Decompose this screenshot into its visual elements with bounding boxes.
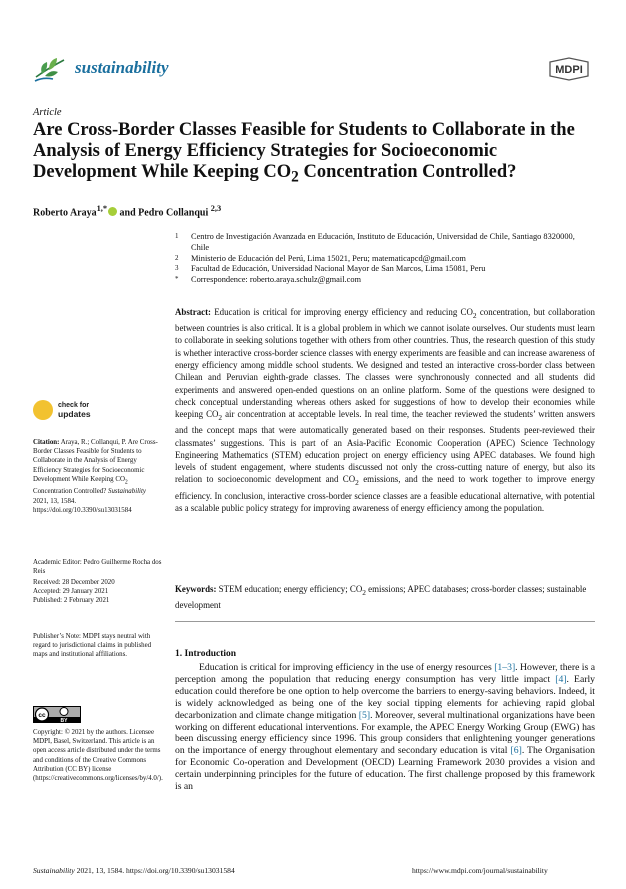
co2-subscript: 2 <box>124 479 128 486</box>
keywords <box>175 583 595 611</box>
keywords-label: Keywords: <box>175 584 217 594</box>
title-text: Are Cross-Border Classes Feasible for Students to Collaborate in the Analysis of Energy Efficiency Strategies for Socioeconomic Development While Keeping CO <box>33 120 575 182</box>
co2-subscript: 2 <box>362 587 366 597</box>
title-subscript: 2 <box>291 168 299 186</box>
co2-subscript: 2 <box>355 478 359 488</box>
affiliation-item <box>175 232 595 254</box>
citation-text: Concentration Controlled? <box>33 488 109 496</box>
cc-by-label: BY <box>60 718 68 723</box>
citation-doi[interactable]: 2021, 13, 1584. https://doi.org/10.3390/su13031584 <box>33 497 132 514</box>
check-updates-icon <box>33 400 53 420</box>
affiliation-number: * <box>175 275 179 284</box>
co2-subscript: 2 <box>218 412 223 422</box>
intro-text: . Moreover, several multinational organizations have been working on different educational interventions. For example, the APEC Energy Working Group (EWG) has been discussing energy efficiency since 1996. This group considers that enlightening younger generations on the importance of energy throughout elementary and secondary education is vital <box>175 709 595 757</box>
article-type: Article <box>33 107 62 118</box>
section-divider <box>175 621 595 622</box>
section-heading: 1. Introduction <box>175 649 237 659</box>
citation-link[interactable]: [1–3] <box>494 662 516 673</box>
abstract-label: Abstract: <box>175 307 211 317</box>
affiliation-number: 1 <box>175 232 179 240</box>
publication-dates <box>33 578 163 606</box>
author-2[interactable]: and Pedro Collanqui <box>117 207 209 219</box>
check-updates-line2: updates <box>58 409 91 419</box>
footer-journal: Sustainability <box>33 866 75 875</box>
check-updates-line1: check for <box>58 402 90 409</box>
affiliation-text: Facultad de Educación, Universidad Nacional Mayor de San Marcos, Lima 15081, Peru <box>191 264 486 274</box>
journal-name: sustainability <box>75 58 169 77</box>
citation-text: Araya, R.; Collanqui, P. Are Cross-Border Classes Feasible for Students to Collaborate in the Analysis of Energy Efficiency Strategies for Socioeconomic Development While Keeping CO <box>33 439 158 483</box>
mdpi-logo-icon <box>546 57 592 81</box>
check-updates-label <box>58 402 91 420</box>
affiliation-number: 3 <box>175 264 179 273</box>
intro-text: . However, there is a perception among the population that reducing energy consumption has very little impact <box>175 662 595 685</box>
author-2-affil: 2,3 <box>210 204 222 213</box>
publisher-name: MDPI <box>555 64 583 76</box>
copyright-notice: Copyright: © 2021 by the authors. Licensee MDPI, Basel, Switzerland. This article is an open access article distributed under the terms and conditions of the Creative Commons Attribution (CC BY) license (https://creativecommons.org/licenses/by/4.0/). <box>33 729 163 783</box>
citation-link[interactable]: [6] <box>510 745 522 757</box>
citation-label: Citation: <box>33 439 60 446</box>
correspondence-email[interactable]: Correspondence: roberto.araya.schulz@gmail.com <box>191 275 362 285</box>
keywords-text: emissions; APEC databases; cross-border classes; sustainable development <box>175 584 587 611</box>
cc-by-license-icon[interactable] <box>33 706 81 723</box>
citation-journal: Sustainability <box>108 488 146 496</box>
introduction-body <box>175 662 595 793</box>
intro-text: . Early education could therefore be one option to help overcome the barriers to energy-saving behaviors. Indeed, it is widely acknowledged as being one of the key social tipping elements for achieving rapid global decarbonization and climate change mitigation <box>175 673 595 721</box>
author-1-affil: 1,* <box>96 204 108 213</box>
footer-doi[interactable]: 2021, 13, 1584. https://doi.org/10.3390/su13031584 <box>74 866 235 875</box>
footer-citation <box>33 866 235 875</box>
affiliations <box>175 232 595 286</box>
co2-subscript: 2 <box>472 310 477 320</box>
academic-editor: Academic Editor: Pedro Guilherme Rocha dos Reis <box>33 559 162 576</box>
affiliation-item <box>175 275 595 286</box>
article-title <box>33 120 598 188</box>
orcid-icon[interactable] <box>108 207 117 216</box>
abstract-text: concentration, but collaboration between countries is also critical. It is a global problem in which we cannot isolate ourselves. Our students must learn to collaborate in seeking solutions together with others from other countries. Thus, the research question of this study is whether interactive cross-border science classes with energy experiments are feasible and can increase awareness of energy efficiency among middle school students. We designed and tested an interactive cross-border class between Chilean and Peruvian eighth-grade classes. The classes were synchronously connected and all students did experiments and answered open-ended questions on an online platform. Some of the questions were designed to check conceptual understanding whereas others asked for suggestions of how to develop their economies while keeping CO <box>175 307 595 420</box>
affiliation-item <box>175 254 595 265</box>
published-date: Published: 2 February 2021 <box>33 597 110 605</box>
abstract-text: air concentration at acceptable levels. In real time, the teacher reviewed the students’ written answers and the concept maps that were automatically generated based on their responses. Students peer-reviewed their classmates’ suggestions. This is part of an Asia-Pacific Economic Cooperation (APEC) Science Technology Engineering Mathematics (STEM) education project on energy efficiency using APEC databases. We found high levels of student engagement, where students discussed not only the cross-cutting nature of energy, but also its relation to socioeconomic development and CO <box>175 409 595 485</box>
affiliation-number: 2 <box>175 253 179 262</box>
citation-link[interactable]: [5] <box>358 709 371 721</box>
intro-paragraph <box>175 662 595 793</box>
abstract <box>175 306 595 514</box>
affiliation-item <box>175 264 595 275</box>
footer-journal-url[interactable]: https://www.mdpi.com/journal/sustainability <box>412 866 548 875</box>
publisher-note: Publisher’s Note: MDPI stays neutral with regard to jurisdictional claims in published maps and institutional affiliations. <box>33 633 152 659</box>
keywords-text: STEM education; energy efficiency; CO <box>216 584 363 594</box>
svg-text:cc: cc <box>38 712 46 719</box>
check-for-updates-badge[interactable] <box>33 398 153 424</box>
affiliation-text: Ministerio de Educación del Perú, Lima 15021, Peru; matematicapcd@gmail.com <box>191 253 466 263</box>
author-list <box>33 204 221 218</box>
intro-text: Education is critical for improving efficiency in the use of energy resources <box>199 662 495 673</box>
intro-text: . The Organisation for Economic Co-operation and Development (OECD) Learning Framework 2030 provides a vision and certain underpinning principles for the future of education. The first challenge proposed by this framework is an <box>175 745 595 793</box>
citation-block <box>33 438 163 515</box>
title-text-end: Concentration Controlled? <box>298 162 517 182</box>
accepted-date: Accepted: 29 January 2021 <box>33 588 109 596</box>
affiliation-text: Centro de Investigación Avanzada en Educación, Instituto de Educación, Universidad de Chile, Santiago 8320000, Chile <box>191 232 575 252</box>
abstract-text: emissions, and the need to work together to improve energy efficiency. In conclusion, interactive cross-border science classes are a feasible educational alternative, with potential as a scalable public policy strategy for improving awareness of energy efficiency among the population. <box>175 474 595 513</box>
received-date: Received: 28 December 2020 <box>33 579 115 586</box>
abstract-text: Education is critical for improving energy efficiency and reducing CO <box>210 307 473 317</box>
author-1[interactable]: Roberto Araya <box>33 207 97 219</box>
citation-link[interactable]: [4] <box>555 673 567 685</box>
sustainability-logo-icon <box>33 55 67 85</box>
